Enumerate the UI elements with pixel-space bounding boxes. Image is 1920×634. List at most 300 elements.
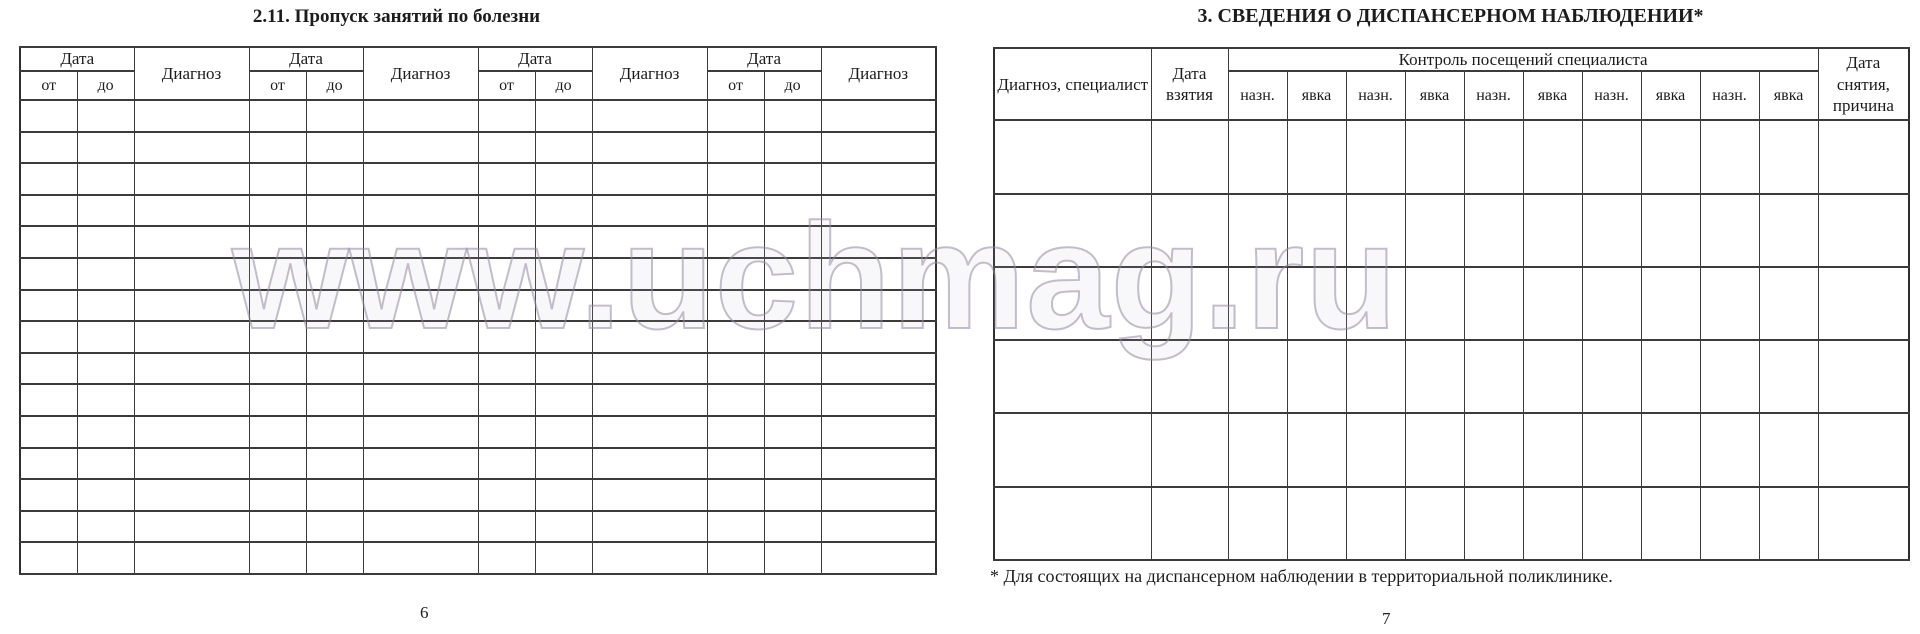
empty-row (20, 258, 936, 290)
empty-cell (821, 100, 936, 132)
empty-cell (134, 353, 249, 385)
empty-cell (478, 384, 535, 416)
appointment-header: назн. (1700, 71, 1759, 120)
diagnosis-header: Диагноз (363, 47, 478, 100)
dispensary-footnote: * Для состоящих на диспансерном наблюдении в территориальной поликлинике. (990, 566, 1613, 586)
empty-cell (306, 542, 363, 574)
empty-cell (306, 416, 363, 448)
empty-cell (134, 511, 249, 543)
empty-cell (592, 321, 707, 353)
empty-cell (363, 321, 478, 353)
empty-cell (249, 100, 306, 132)
empty-cell (363, 258, 478, 290)
empty-cell (363, 416, 478, 448)
empty-cell (1151, 340, 1228, 413)
empty-cell (1641, 194, 1700, 267)
empty-cell (821, 353, 936, 385)
empty-cell (306, 132, 363, 164)
empty-cell (77, 290, 134, 322)
empty-cell (1818, 487, 1909, 560)
empty-cell (1228, 267, 1287, 340)
dispensary-observation-table (993, 47, 1910, 561)
empty-cell (535, 226, 592, 258)
empty-cell (707, 290, 764, 322)
empty-cell (1464, 413, 1523, 486)
empty-cell (821, 258, 936, 290)
date-header: Дата (478, 47, 592, 71)
empty-cell (249, 353, 306, 385)
empty-cell (1818, 194, 1909, 267)
empty-cell (1287, 413, 1346, 486)
empty-cell (1582, 194, 1641, 267)
empty-cell (363, 290, 478, 322)
empty-cell (20, 258, 77, 290)
empty-cell (478, 448, 535, 480)
empty-cell (764, 258, 821, 290)
empty-cell (1582, 413, 1641, 486)
empty-cell (20, 226, 77, 258)
empty-cell (592, 384, 707, 416)
diagnosis-header: Диагноз (134, 47, 249, 100)
empty-cell (478, 163, 535, 195)
empty-cell (1151, 487, 1228, 560)
to-header: до (764, 71, 821, 100)
from-header: от (707, 71, 764, 100)
empty-cell (20, 132, 77, 164)
empty-cell (707, 353, 764, 385)
appointment-header: назн. (1346, 71, 1405, 120)
empty-cell (707, 132, 764, 164)
appointment-header: назн. (1464, 71, 1523, 120)
empty-cell (77, 163, 134, 195)
empty-cell (478, 511, 535, 543)
empty-cell (77, 448, 134, 480)
empty-cell (707, 258, 764, 290)
empty-cell (1523, 120, 1582, 193)
empty-cell (249, 163, 306, 195)
date-removed-header: Дата снятия, причина (1818, 48, 1909, 120)
empty-cell (134, 384, 249, 416)
empty-cell (77, 132, 134, 164)
to-header: до (535, 71, 592, 100)
empty-cell (535, 448, 592, 480)
empty-cell (821, 448, 936, 480)
empty-row (994, 487, 1909, 560)
empty-cell (994, 340, 1151, 413)
empty-cell (764, 416, 821, 448)
empty-cell (535, 163, 592, 195)
illness-absence-table-body (20, 100, 936, 574)
empty-cell (1582, 340, 1641, 413)
empty-cell (764, 321, 821, 353)
empty-cell (77, 195, 134, 227)
empty-cell (764, 542, 821, 574)
date-header: Дата (20, 47, 134, 71)
empty-row (20, 448, 936, 480)
right-page-title: 3. СВЕДЕНИЯ О ДИСПАНСЕРНОМ НАБЛЮДЕНИИ* (1197, 5, 1704, 27)
date-taken-header: Дата взятия (1151, 48, 1228, 120)
empty-cell (478, 132, 535, 164)
empty-cell (1405, 267, 1464, 340)
empty-cell (1346, 120, 1405, 193)
empty-cell (1818, 267, 1909, 340)
empty-cell (535, 321, 592, 353)
empty-cell (249, 290, 306, 322)
empty-cell (134, 163, 249, 195)
empty-row (20, 511, 936, 543)
empty-cell (1523, 413, 1582, 486)
empty-cell (1759, 487, 1818, 560)
attendance-header: явка (1641, 71, 1700, 120)
empty-cell (306, 258, 363, 290)
empty-cell (1759, 340, 1818, 413)
empty-cell (592, 353, 707, 385)
empty-cell (363, 384, 478, 416)
empty-cell (134, 100, 249, 132)
empty-row (20, 132, 936, 164)
empty-cell (707, 321, 764, 353)
empty-cell (306, 353, 363, 385)
empty-cell (77, 542, 134, 574)
from-header: от (478, 71, 535, 100)
empty-cell (1582, 487, 1641, 560)
empty-cell (707, 448, 764, 480)
empty-cell (363, 511, 478, 543)
empty-cell (77, 384, 134, 416)
empty-cell (77, 100, 134, 132)
attendance-header: явка (1523, 71, 1582, 120)
empty-cell (535, 258, 592, 290)
empty-cell (1464, 487, 1523, 560)
appointment-header: назн. (1582, 71, 1641, 120)
page-number-left: 6 (420, 603, 429, 622)
empty-cell (20, 290, 77, 322)
empty-cell (134, 416, 249, 448)
empty-cell (821, 290, 936, 322)
empty-cell (1405, 194, 1464, 267)
empty-cell (306, 511, 363, 543)
empty-cell (1700, 267, 1759, 340)
empty-cell (306, 448, 363, 480)
empty-cell (1287, 340, 1346, 413)
empty-cell (535, 384, 592, 416)
empty-cell (592, 448, 707, 480)
empty-cell (20, 163, 77, 195)
empty-cell (249, 258, 306, 290)
empty-cell (535, 511, 592, 543)
empty-cell (592, 258, 707, 290)
empty-cell (1818, 413, 1909, 486)
empty-cell (1228, 120, 1287, 193)
empty-cell (20, 321, 77, 353)
empty-row (994, 267, 1909, 340)
empty-cell (1405, 487, 1464, 560)
empty-row (994, 120, 1909, 193)
empty-cell (1759, 413, 1818, 486)
empty-cell (1405, 120, 1464, 193)
empty-cell (821, 416, 936, 448)
uchmag-watermark: www.uchmag.ru (232, 192, 1398, 360)
empty-cell (249, 511, 306, 543)
empty-cell (306, 163, 363, 195)
empty-cell (478, 290, 535, 322)
empty-cell (592, 542, 707, 574)
empty-cell (1641, 487, 1700, 560)
empty-cell (707, 511, 764, 543)
empty-cell (764, 384, 821, 416)
empty-cell (821, 321, 936, 353)
empty-cell (1700, 340, 1759, 413)
empty-cell (1582, 120, 1641, 193)
empty-cell (821, 479, 936, 511)
empty-cell (592, 290, 707, 322)
empty-cell (134, 479, 249, 511)
empty-cell (707, 195, 764, 227)
empty-cell (77, 226, 134, 258)
empty-cell (821, 511, 936, 543)
empty-cell (1818, 340, 1909, 413)
diagnosis-header: Диагноз (821, 47, 936, 100)
empty-cell (134, 195, 249, 227)
empty-cell (134, 448, 249, 480)
from-header: от (20, 71, 77, 100)
empty-cell (994, 267, 1151, 340)
empty-cell (1641, 120, 1700, 193)
empty-cell (764, 290, 821, 322)
empty-row (20, 290, 936, 322)
empty-cell (1287, 194, 1346, 267)
empty-cell (821, 226, 936, 258)
empty-cell (1464, 340, 1523, 413)
empty-cell (1759, 120, 1818, 193)
empty-cell (535, 132, 592, 164)
empty-cell (1228, 340, 1287, 413)
empty-cell (20, 353, 77, 385)
empty-cell (764, 100, 821, 132)
empty-cell (592, 226, 707, 258)
empty-cell (1346, 267, 1405, 340)
empty-cell (20, 511, 77, 543)
empty-cell (20, 384, 77, 416)
empty-cell (535, 290, 592, 322)
empty-cell (535, 542, 592, 574)
date-header: Дата (249, 47, 363, 71)
empty-cell (592, 511, 707, 543)
page-number-right: 7 (1382, 609, 1391, 628)
empty-cell (363, 100, 478, 132)
empty-cell (363, 163, 478, 195)
empty-cell (77, 353, 134, 385)
empty-row (20, 195, 936, 227)
empty-row (20, 542, 936, 574)
empty-cell (249, 384, 306, 416)
empty-cell (821, 195, 936, 227)
empty-cell (306, 195, 363, 227)
empty-cell (1228, 194, 1287, 267)
empty-cell (535, 195, 592, 227)
empty-cell (478, 479, 535, 511)
empty-cell (20, 542, 77, 574)
empty-cell (1700, 194, 1759, 267)
empty-cell (306, 479, 363, 511)
from-header: от (249, 71, 306, 100)
empty-cell (1228, 413, 1287, 486)
empty-cell (1700, 413, 1759, 486)
empty-cell (134, 258, 249, 290)
empty-cell (764, 479, 821, 511)
empty-cell (821, 542, 936, 574)
empty-cell (249, 132, 306, 164)
empty-cell (707, 479, 764, 511)
empty-row (20, 353, 936, 385)
empty-cell (821, 132, 936, 164)
empty-cell (707, 226, 764, 258)
empty-cell (821, 384, 936, 416)
empty-cell (764, 511, 821, 543)
empty-cell (1818, 120, 1909, 193)
empty-cell (535, 353, 592, 385)
empty-row (20, 163, 936, 195)
empty-cell (764, 226, 821, 258)
attendance-header: явка (1759, 71, 1818, 120)
empty-cell (764, 132, 821, 164)
empty-cell (20, 195, 77, 227)
empty-cell (478, 258, 535, 290)
specialist-visits-control-header: Контроль посещений специалиста (1228, 48, 1818, 71)
empty-cell (1151, 194, 1228, 267)
empty-cell (1151, 413, 1228, 486)
empty-cell (20, 416, 77, 448)
empty-cell (306, 100, 363, 132)
empty-cell (994, 120, 1151, 193)
empty-cell (1759, 267, 1818, 340)
to-header: до (306, 71, 363, 100)
empty-cell (1405, 340, 1464, 413)
empty-cell (764, 163, 821, 195)
empty-row (994, 194, 1909, 267)
empty-cell (77, 321, 134, 353)
empty-cell (363, 132, 478, 164)
empty-cell (249, 226, 306, 258)
empty-cell (1523, 267, 1582, 340)
empty-cell (1759, 194, 1818, 267)
empty-cell (1346, 413, 1405, 486)
empty-cell (707, 416, 764, 448)
empty-cell (592, 195, 707, 227)
empty-cell (707, 100, 764, 132)
attendance-header: явка (1405, 71, 1464, 120)
empty-cell (20, 479, 77, 511)
empty-row (20, 226, 936, 258)
empty-cell (363, 195, 478, 227)
empty-cell (535, 416, 592, 448)
empty-cell (249, 416, 306, 448)
header-row-date-diagnosis (20, 47, 936, 71)
empty-cell (77, 416, 134, 448)
empty-cell (134, 132, 249, 164)
left-page-title: 2.11. Пропуск занятий по болезни (252, 6, 541, 27)
date-header: Дата (707, 47, 821, 71)
empty-cell (77, 511, 134, 543)
empty-row (20, 321, 936, 353)
attendance-header: явка (1287, 71, 1346, 120)
empty-cell (1582, 267, 1641, 340)
empty-cell (994, 413, 1151, 486)
empty-cell (592, 100, 707, 132)
empty-cell (363, 448, 478, 480)
empty-cell (994, 487, 1151, 560)
empty-cell (764, 353, 821, 385)
empty-cell (249, 321, 306, 353)
empty-cell (1700, 120, 1759, 193)
empty-cell (994, 194, 1151, 267)
empty-cell (478, 353, 535, 385)
empty-cell (1464, 120, 1523, 193)
empty-cell (1641, 340, 1700, 413)
empty-row (20, 384, 936, 416)
empty-cell (592, 163, 707, 195)
empty-cell (478, 226, 535, 258)
empty-cell (535, 479, 592, 511)
empty-cell (134, 226, 249, 258)
empty-cell (535, 100, 592, 132)
empty-cell (249, 542, 306, 574)
empty-cell (20, 100, 77, 132)
empty-cell (1523, 194, 1582, 267)
empty-cell (478, 321, 535, 353)
empty-cell (363, 226, 478, 258)
empty-cell (1405, 413, 1464, 486)
empty-cell (306, 290, 363, 322)
empty-cell (707, 542, 764, 574)
empty-cell (306, 384, 363, 416)
empty-cell (249, 195, 306, 227)
empty-row (20, 416, 936, 448)
empty-cell (134, 542, 249, 574)
empty-cell (1700, 487, 1759, 560)
diagnosis-header: Диагноз (592, 47, 707, 100)
empty-cell (592, 132, 707, 164)
empty-cell (77, 479, 134, 511)
empty-cell (821, 163, 936, 195)
empty-cell (1287, 120, 1346, 193)
empty-cell (1641, 267, 1700, 340)
empty-cell (1151, 267, 1228, 340)
empty-cell (478, 416, 535, 448)
empty-cell (1287, 487, 1346, 560)
empty-cell (478, 195, 535, 227)
to-header: до (77, 71, 134, 100)
empty-cell (134, 290, 249, 322)
empty-cell (1151, 120, 1228, 193)
empty-row (994, 340, 1909, 413)
empty-cell (306, 321, 363, 353)
empty-cell (764, 448, 821, 480)
empty-cell (249, 479, 306, 511)
empty-cell (592, 479, 707, 511)
empty-cell (1464, 194, 1523, 267)
empty-cell (1346, 340, 1405, 413)
empty-cell (306, 226, 363, 258)
empty-cell (363, 479, 478, 511)
dispensary-observation-table-body (994, 120, 1909, 560)
appointment-header: назн. (1228, 71, 1287, 120)
empty-cell (363, 353, 478, 385)
empty-cell (1523, 487, 1582, 560)
empty-cell (707, 384, 764, 416)
empty-cell (592, 416, 707, 448)
empty-cell (478, 100, 535, 132)
